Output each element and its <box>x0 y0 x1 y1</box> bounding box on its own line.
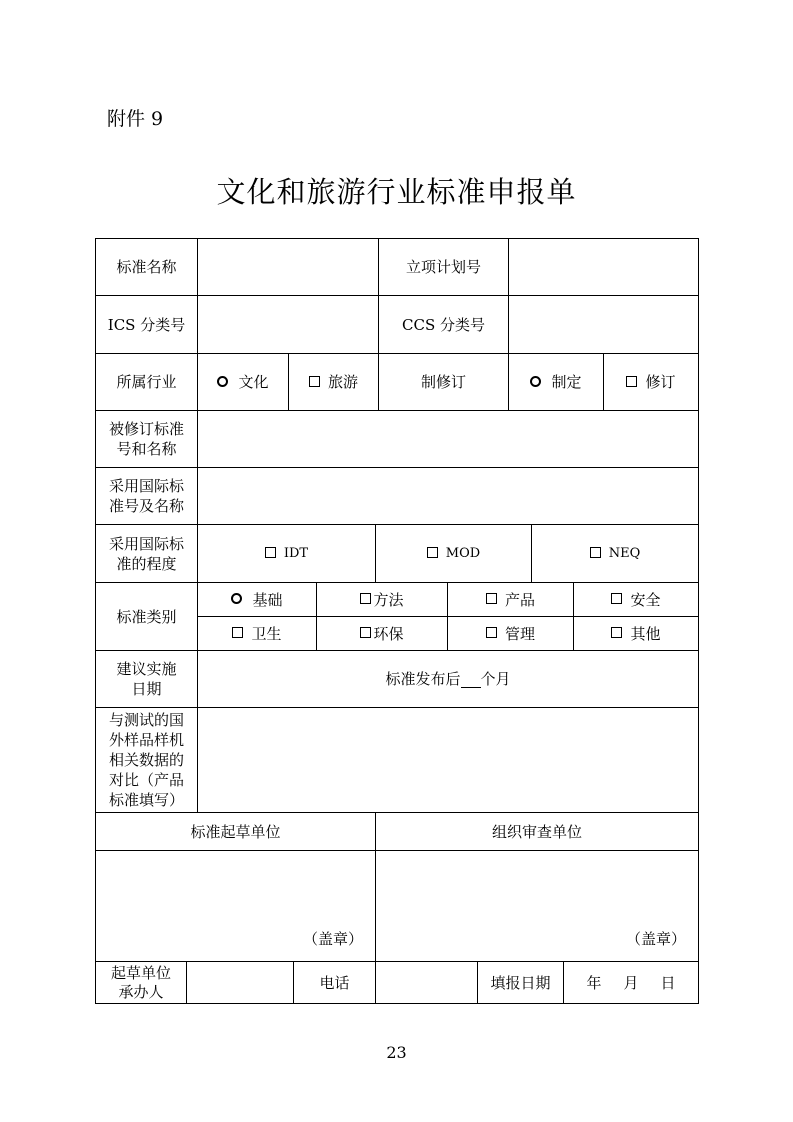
review-unit-seal-area[interactable] <box>376 851 698 961</box>
standard-name-label: 标准名称 <box>116 258 177 276</box>
standard-name-field[interactable] <box>198 239 378 295</box>
checkbox-icon <box>611 627 622 638</box>
revised-standard-label: 被修订标准 号和名称 <box>108 420 184 458</box>
ccs-label: CCS 分类号 <box>402 315 485 334</box>
checkbox-icon <box>360 593 371 604</box>
phone-label: 电话 <box>319 973 350 992</box>
seal-label: （盖章） <box>302 930 363 948</box>
impl-date-label: 建议实施 日期 <box>116 660 177 698</box>
checkbox-icon <box>309 376 320 387</box>
revision-option-formulate[interactable]: 制定 <box>509 354 603 410</box>
table-border-right <box>698 238 699 1003</box>
checkbox-icon <box>626 376 637 387</box>
checkbox-icon <box>360 627 371 638</box>
fill-date-label: 填报日期 <box>490 973 551 992</box>
contact-person-field[interactable] <box>187 962 293 1003</box>
ics-field[interactable] <box>198 296 378 353</box>
intl-standard-field[interactable] <box>198 468 698 524</box>
category-option-product[interactable]: 产品 <box>448 583 573 616</box>
adoption-option-mod[interactable]: MOD <box>376 525 531 582</box>
industry-option-culture[interactable]: 文化 <box>198 354 288 410</box>
category-option-hygiene[interactable]: 卫生 <box>198 617 316 650</box>
checkbox-icon <box>427 547 438 558</box>
radio-selected-icon <box>530 376 541 387</box>
category-option-safety[interactable]: 安全 <box>574 583 698 616</box>
checkbox-icon <box>232 627 243 638</box>
adoption-option-idt[interactable]: IDT <box>198 525 375 582</box>
category-option-method[interactable]: 方法 <box>317 583 447 616</box>
review-unit-label: 组织审查单位 <box>491 822 582 841</box>
radio-selected-icon <box>231 593 242 604</box>
category-option-management[interactable]: 管理 <box>448 617 573 650</box>
industry-option-tourism[interactable]: 旅游 <box>289 354 378 410</box>
table-border-bottom <box>95 1003 699 1004</box>
radio-selected-icon <box>217 376 228 387</box>
category-option-environment[interactable]: 环保 <box>317 617 447 650</box>
checkbox-icon <box>486 627 497 638</box>
comparison-label: 与测试的国 外样品样机 相关数据的 对比（产品 标准填写） <box>108 711 184 809</box>
revision-option-revise[interactable]: 修订 <box>604 354 698 410</box>
checkbox-icon <box>265 547 276 558</box>
plan-number-label: 立项计划号 <box>405 258 481 276</box>
plan-number-field[interactable] <box>509 239 698 295</box>
drafting-unit-seal-area[interactable] <box>96 851 375 961</box>
ics-label: ICS 分类号 <box>107 315 186 334</box>
category-option-basic[interactable]: 基础 <box>198 583 316 616</box>
checkbox-icon <box>486 593 497 604</box>
seal-label: （盖章） <box>625 930 686 948</box>
comparison-field[interactable] <box>198 708 698 812</box>
attachment-label: 附件 9 <box>107 108 164 130</box>
adoption-degree-label: 采用国际标 准的程度 <box>108 534 184 573</box>
checkbox-icon <box>611 593 622 604</box>
page-number: 23 <box>386 1043 407 1062</box>
revised-standard-field[interactable] <box>198 411 698 467</box>
intl-standard-label: 采用国际标 准号及名称 <box>108 477 184 515</box>
category-label: 标准类别 <box>116 607 177 626</box>
adoption-option-neq[interactable]: NEQ <box>532 525 698 582</box>
drafting-unit-label: 标准起草单位 <box>190 822 281 841</box>
impl-date-field[interactable]: 标准发布后 个月 <box>385 670 511 688</box>
fill-date-field[interactable]: 年 月 日 <box>586 973 676 992</box>
form-title: 文化和旅游行业标准申报单 <box>216 175 577 209</box>
contact-person-label: 起草单位 承办人 <box>110 963 171 1001</box>
industry-label: 所属行业 <box>116 373 177 391</box>
phone-field[interactable] <box>376 962 477 1003</box>
checkbox-icon <box>590 547 601 558</box>
category-option-other[interactable]: 其他 <box>574 617 698 650</box>
revision-label: 制修订 <box>420 373 466 391</box>
ccs-field[interactable] <box>509 296 698 353</box>
months-blank[interactable] <box>461 671 481 688</box>
